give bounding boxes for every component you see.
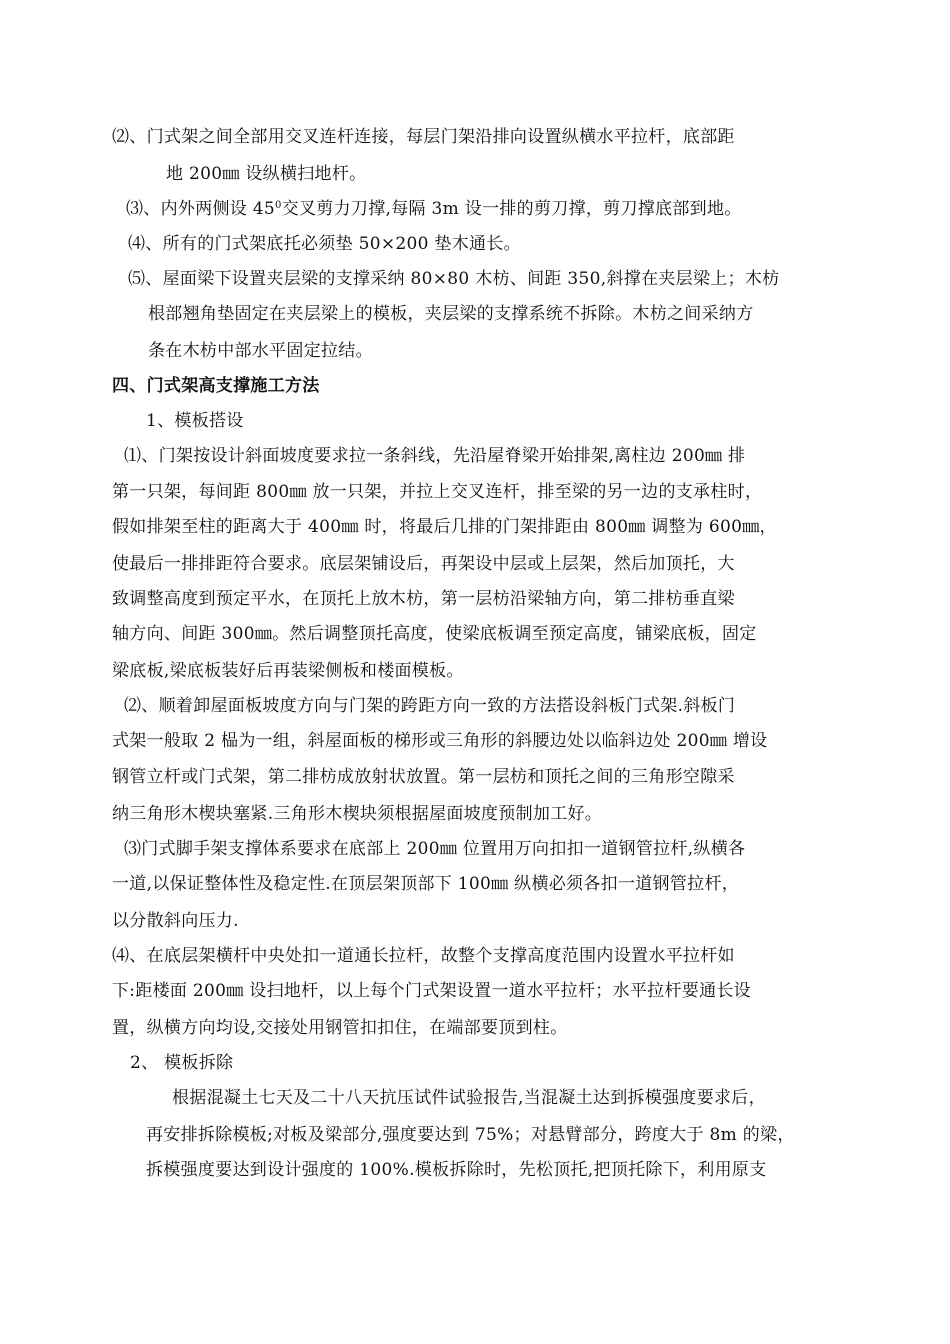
text-line: 纳三角形木楔块塞紧.三角形木楔块须根据屋面坡度预制加工好。	[112, 804, 603, 824]
text-line: 根部翘角垫固定在夹层梁上的模板，夹层梁的支撑系统不拆除。木枋之间采纳方	[148, 304, 754, 324]
text-line: 一道,以保证整体性及稳定性.在顶层架顶部下 100㎜ 纵横必须各扣一道钢管拉杆，	[112, 874, 740, 894]
text-line: 假如排架至柱的距离大于 400㎜ 时，将最后几排的门架排距由 800㎜ 调整为 600㎜，	[112, 517, 777, 537]
text-line: ⑶门式脚手架支撑体系要求在底部上 200㎜ 位置用万向扣扣一道钢管拉杆,纵横各	[124, 839, 746, 859]
text-line: 再安排拆除模板;对板及梁部分,强度要达到 75%；对悬臂部分，跨度大于 8m 的梁，	[146, 1125, 795, 1145]
text-line: 根据混凝土七天及二十八天抗压试件试验报告,当混凝土达到拆模强度要求后，	[172, 1088, 766, 1108]
text-line: 式架一般取 2 榀为一组，斜屋面板的梯形或三角形的斜腰边处以临斜边处 200㎜ 增设	[112, 731, 768, 751]
section-heading: 四、门式架高支撑施工方法	[112, 376, 320, 396]
text-line: ⑷、所有的门式架底托必须垫 50×200 垫木通长。	[128, 234, 521, 254]
superscript-degree: 0	[275, 200, 282, 211]
text-line: 钢管立杆或门式架，第二排枋成放射状放置。第一层枋和顶托之间的三角形空隙采	[112, 767, 735, 787]
text-line: 地 200㎜ 设纵横扫地杆。	[166, 164, 367, 184]
subsection-heading: 1、模板搭设	[146, 411, 244, 431]
text-line: ⑵、门式架之间全部用交叉连杆连接，每层门架沿排向设置纵横水平拉杆，底部距	[112, 127, 735, 147]
text-line: ⑸、屋面梁下设置夹层梁的支撑采纳 80×80 木枋、间距 350,斜撑在夹层梁上；木枋	[128, 269, 780, 289]
text-line: ⑷、在底层架横杆中央处扣一道通长拉杆，故整个支撑高度范围内设置水平拉杆如	[112, 946, 735, 966]
text-line: 使最后一排排距符合要求。底层架铺设后，再架设中层或上层架，然后加顶托，大	[112, 554, 735, 574]
text-line: ⑶、内外两侧设 $45^0$交叉剪力刀撑,每隔 3m 设一排的剪刀撑，剪刀撑底部到地。	[126, 199, 742, 219]
text-line: 置，纵横方向均设,交接处用钢管扣扣住，在端部要顶到柱。	[112, 1018, 568, 1038]
text-line: 第一只架，每间距 800㎜ 放一只架，并拉上交叉连杆，排至梁的另一边的支承柱时，	[112, 482, 763, 502]
text-line: ⑴、门架按设计斜面坡度要求拉一条斜线，先沿屋脊梁开始排架,离柱边 200㎜ 排	[124, 446, 746, 466]
text-line: 拆模强度要达到设计强度的 100%.模板拆除时，先松顶托,把顶托除下，利用原支	[146, 1160, 767, 1180]
text-line: ⑵、顺着卸屋面板坡度方向与门架的跨距方向一致的方法搭设斜板门式架.斜板门	[124, 696, 736, 716]
text-line: 条在木枋中部水平固定拉结。	[148, 341, 373, 361]
text-line: 以分散斜向压力.	[112, 911, 239, 931]
text-line: 梁底板,梁底板装好后再装梁侧板和楼面模板。	[112, 661, 464, 681]
text-line: 轴方向、间距 300㎜。然后调整顶托高度，使梁底板调至预定高度，铺梁底板，固定	[112, 624, 757, 644]
text-line: 致调整高度到预定平水，在顶托上放木枋，第一层枋沿梁轴方向，第二排枋垂直梁	[112, 589, 735, 609]
text-line: 下:距楼面 200㎜ 设扫地杆，以上每个门式架设置一道水平拉杆；水平拉杆要通长设	[112, 981, 751, 1001]
subsection-heading: 2、 模板拆除	[130, 1053, 234, 1073]
